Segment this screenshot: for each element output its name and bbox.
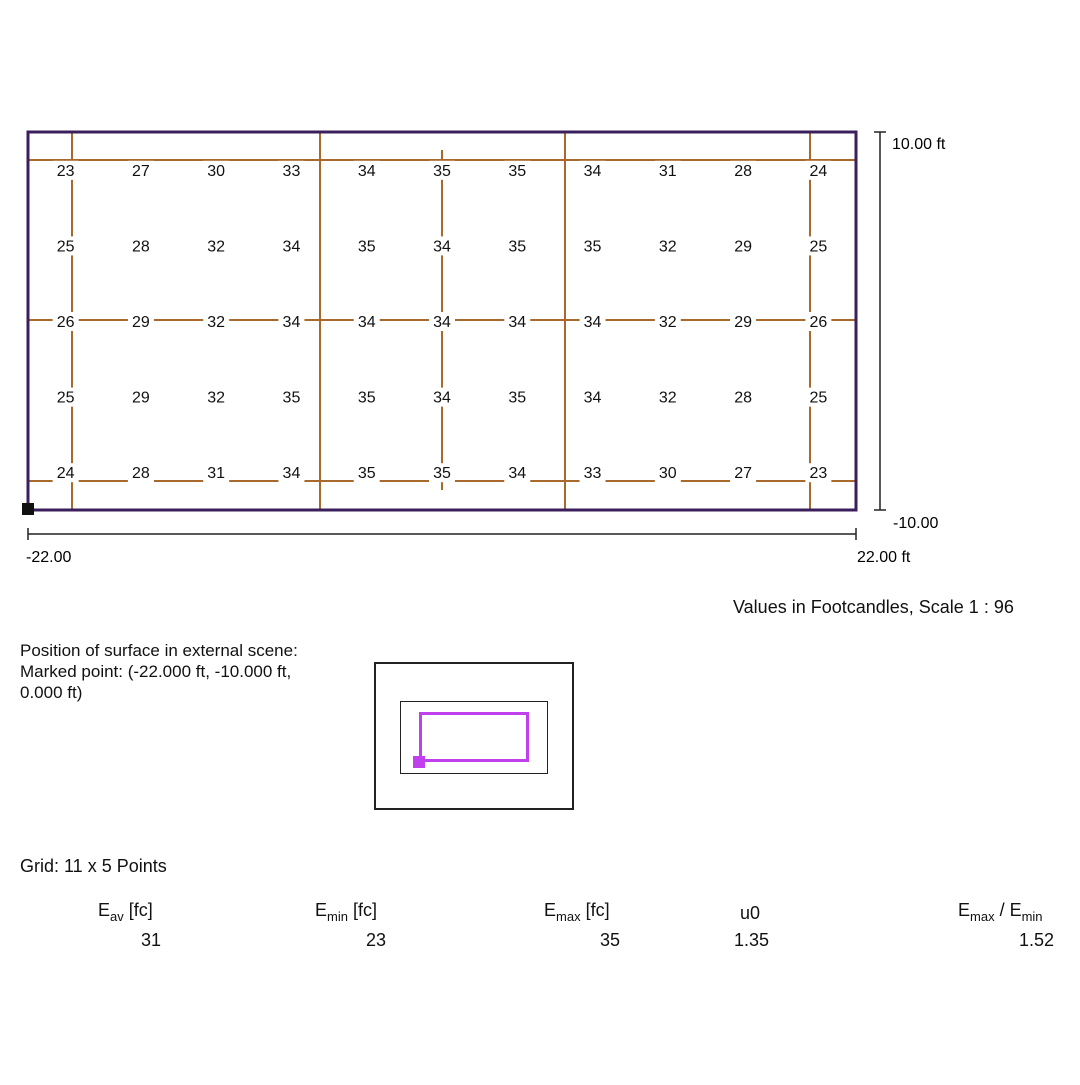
grid-value: 32 bbox=[207, 238, 226, 256]
grid-value: 35 bbox=[583, 238, 602, 256]
grid-value: 35 bbox=[508, 238, 527, 256]
grid-value: 34 bbox=[433, 389, 451, 407]
grid-value: 34 bbox=[583, 314, 602, 331]
u0-value: 1.35 bbox=[734, 930, 770, 950]
grid-value: 33 bbox=[583, 465, 602, 483]
grid-value: 28 bbox=[734, 389, 752, 407]
grid-value: 29 bbox=[132, 314, 150, 331]
external-scene-thumbnail bbox=[374, 662, 574, 810]
grid-value: 25 bbox=[809, 238, 828, 256]
grid-value: 25 bbox=[56, 389, 75, 407]
y-bottom-label: -10.00 bbox=[893, 515, 939, 532]
uniformity-ratio-label: $E_{max} / E_{min}$ bbox=[958, 900, 1043, 924]
grid-value: 35 bbox=[433, 162, 451, 180]
grid-value: 35 bbox=[508, 162, 527, 180]
grid-value: 35 bbox=[433, 465, 451, 483]
grid-value: 24 bbox=[56, 465, 75, 483]
grid-value: 26 bbox=[809, 314, 828, 331]
grid-value: 29 bbox=[734, 238, 752, 256]
eav-value: 31 bbox=[141, 930, 162, 950]
grid-value: 34 bbox=[583, 162, 602, 180]
grid-value: 32 bbox=[658, 314, 677, 331]
grid-value: 34 bbox=[433, 314, 451, 331]
emin-label: $E_{min}$ [fc] bbox=[315, 900, 377, 924]
grid-value: 35 bbox=[357, 238, 376, 256]
u0-label: u0 bbox=[740, 903, 761, 923]
grid-value: 29 bbox=[734, 314, 752, 331]
emax-value: 35 bbox=[600, 930, 621, 950]
grid-value: 30 bbox=[658, 465, 677, 483]
scene-area bbox=[400, 701, 548, 774]
grid-value: 33 bbox=[282, 162, 301, 180]
grid-value: 34 bbox=[357, 314, 376, 331]
uniformity-ratio-value: 1.52 bbox=[1019, 930, 1055, 950]
grid-value: 32 bbox=[207, 389, 226, 407]
grid-value: 27 bbox=[132, 162, 150, 180]
grid-value: 25 bbox=[809, 389, 828, 407]
grid-value: 35 bbox=[357, 465, 376, 483]
grid-value: 34 bbox=[282, 465, 301, 483]
grid-value: 34 bbox=[282, 238, 301, 256]
scene-surface bbox=[419, 712, 529, 762]
grid-value: 31 bbox=[658, 162, 677, 180]
eav-label: $E_{av}$ [fc] bbox=[98, 900, 153, 924]
grid-value: 28 bbox=[734, 162, 752, 180]
grid-info: Grid: 11 x 5 Points bbox=[20, 856, 167, 876]
grid-value: 34 bbox=[433, 238, 451, 256]
scene-marked-point bbox=[413, 756, 425, 768]
grid-value: 26 bbox=[56, 314, 75, 331]
grid-value: 23 bbox=[809, 465, 828, 483]
grid-value: 34 bbox=[508, 465, 527, 483]
grid-value: 23 bbox=[56, 162, 75, 180]
y-top-label: 10.00 ft bbox=[892, 136, 946, 153]
grid-value: 31 bbox=[207, 465, 226, 483]
grid-value: 34 bbox=[282, 314, 301, 331]
grid-value: 35 bbox=[357, 389, 376, 407]
scale-note: Values in Footcandles, Scale 1 : 96 bbox=[733, 597, 1014, 617]
grid-value: 25 bbox=[56, 238, 75, 256]
grid-value: 28 bbox=[132, 465, 150, 483]
marked-point bbox=[22, 503, 34, 515]
grid-value: 34 bbox=[583, 389, 602, 407]
emax-label: $E_{max}$ [fc] bbox=[544, 900, 610, 924]
emin-value: 23 bbox=[366, 930, 387, 950]
grid-value: 34 bbox=[508, 314, 527, 331]
x-right-label: 22.00 ft bbox=[857, 549, 911, 566]
grid-value: 28 bbox=[132, 238, 150, 256]
grid-value: 32 bbox=[658, 238, 677, 256]
grid-value: 35 bbox=[508, 389, 527, 407]
grid-value: 32 bbox=[658, 389, 677, 407]
grid-value: 24 bbox=[809, 162, 828, 180]
grid-value: 30 bbox=[207, 162, 226, 180]
x-left-label: -22.00 bbox=[26, 549, 72, 566]
grid-value: 32 bbox=[207, 314, 226, 331]
grid-value: 35 bbox=[282, 389, 301, 407]
grid-value: 34 bbox=[357, 162, 376, 180]
position-text: Position of surface in external scene: Marked point: (-22.000 ft, -10.000 ft, 0.000 ft) bbox=[20, 641, 298, 702]
grid-value: 29 bbox=[132, 389, 150, 407]
grid-value: 27 bbox=[734, 465, 752, 483]
